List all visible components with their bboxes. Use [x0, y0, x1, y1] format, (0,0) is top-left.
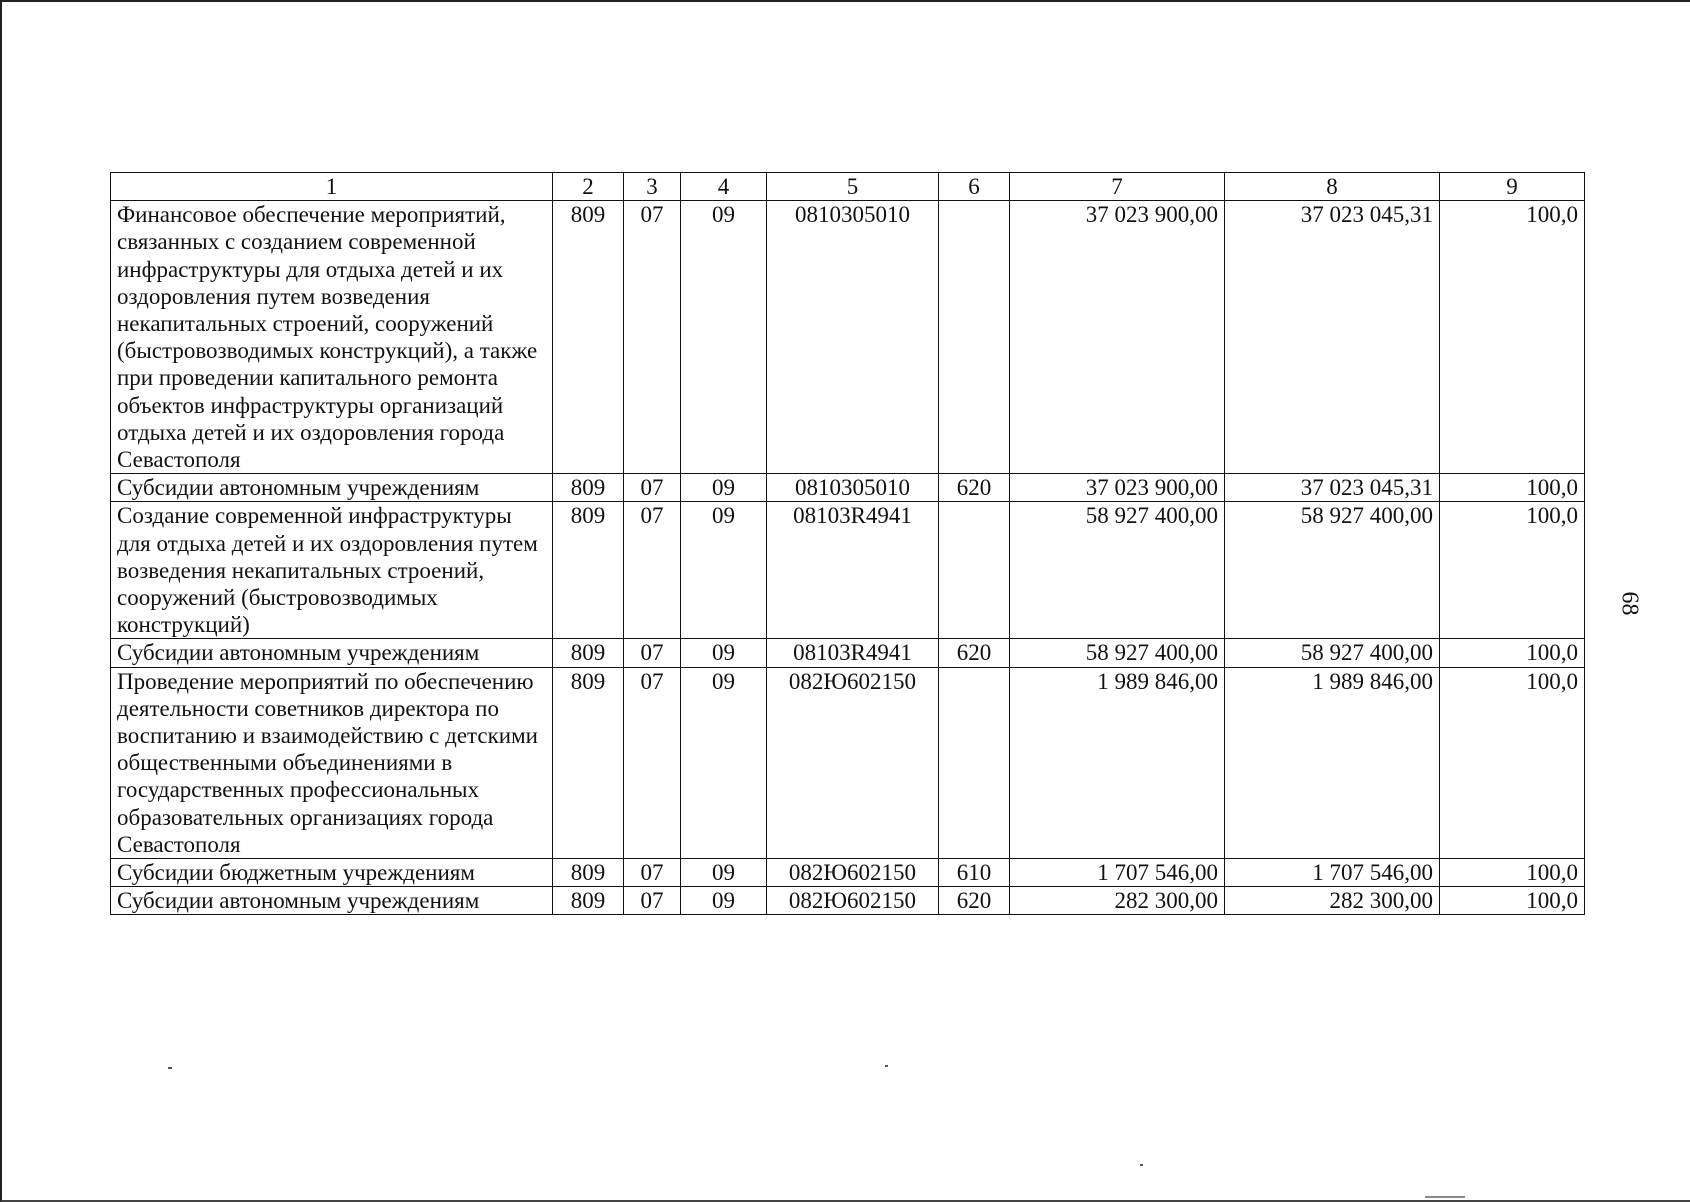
col-header-7: 7	[1010, 173, 1225, 201]
row-name: Субсидии автономным учреждениям	[111, 887, 553, 915]
row-c8: 37 023 045,31	[1225, 201, 1440, 474]
col-header-1: 1	[111, 173, 553, 201]
table-row	[111, 639, 1585, 667]
col-header-6: 6	[939, 173, 1010, 201]
row-c6: 620	[939, 474, 1010, 502]
row-c3: 07	[624, 502, 681, 639]
row-c9: 100,0	[1440, 201, 1585, 474]
row-name: Финансовое обеспечение мероприятий, связанных с созданием современной инфраструктуры для отдыха детей и их оздоровления путем возведения некапитальных строений, сооружений (быстровозводимых конструкций), а также при проведении капитального ремонта объектов инфраструктуры организаций отдыха детей и их оздоровления города Севастополя	[111, 201, 553, 474]
row-name: Субсидии автономным учреждениям	[111, 639, 553, 667]
row-c8: 58 927 400,00	[1225, 502, 1440, 639]
row-c6	[939, 201, 1010, 474]
row-c7: 58 927 400,00	[1010, 502, 1225, 639]
row-c4: 09	[681, 859, 767, 887]
table-row	[111, 502, 1585, 639]
row-c5: 08103R4941	[767, 639, 939, 667]
header-row	[111, 173, 1585, 201]
col-header-2: 2	[553, 173, 624, 201]
row-c5: 082Ю602150	[767, 887, 939, 915]
row-c5: 08103R4941	[767, 502, 939, 639]
row-c3: 07	[624, 201, 681, 474]
row-c8: 1 707 546,00	[1225, 859, 1440, 887]
row-c3: 07	[624, 667, 681, 858]
row-c4: 09	[681, 201, 767, 474]
row-c7: 1 989 846,00	[1010, 667, 1225, 858]
row-c4: 09	[681, 502, 767, 639]
row-c9: 100,0	[1440, 887, 1585, 915]
row-c8: 37 023 045,31	[1225, 474, 1440, 502]
row-c6: 620	[939, 887, 1010, 915]
table-row	[111, 667, 1585, 858]
row-c9: 100,0	[1440, 859, 1585, 887]
scan-speck	[168, 1067, 172, 1069]
row-c7: 1 707 546,00	[1010, 859, 1225, 887]
row-name: Создание современной инфраструктуры для отдыха детей и их оздоровления путем возведения некапитальных строений, сооружений (быстровозводимых конструкций)	[111, 502, 553, 639]
row-name: Субсидии автономным учреждениям	[111, 474, 553, 502]
col-header-3: 3	[624, 173, 681, 201]
row-c7: 58 927 400,00	[1010, 639, 1225, 667]
row-c6	[939, 502, 1010, 639]
row-c3: 07	[624, 859, 681, 887]
row-c4: 09	[681, 474, 767, 502]
table-row	[111, 201, 1585, 474]
col-header-8: 8	[1225, 173, 1440, 201]
row-c2: 809	[553, 667, 624, 858]
row-c9: 100,0	[1440, 667, 1585, 858]
row-c6	[939, 667, 1010, 858]
row-c6: 610	[939, 859, 1010, 887]
row-c7: 37 023 900,00	[1010, 474, 1225, 502]
row-name: Субсидии бюджетным учреждениям	[111, 859, 553, 887]
row-c3: 07	[624, 887, 681, 915]
scan-speck	[1425, 1196, 1465, 1198]
col-header-5: 5	[767, 173, 939, 201]
row-c9: 100,0	[1440, 639, 1585, 667]
scan-speck	[885, 1065, 888, 1067]
budget-table	[110, 172, 1585, 915]
row-c2: 809	[553, 859, 624, 887]
page-number: 68	[1616, 591, 1643, 616]
table-row	[111, 887, 1585, 915]
row-c5: 0810305010	[767, 474, 939, 502]
row-c2: 809	[553, 502, 624, 639]
row-c5: 082Ю602150	[767, 859, 939, 887]
row-name: Проведение мероприятий по обеспечению деятельности советников директора по воспитанию и взаимодействию с детскими общественными объединениями в государственных профессиональных образовательных организациях города Севастополя	[111, 667, 553, 858]
row-c5: 0810305010	[767, 201, 939, 474]
row-c8: 282 300,00	[1225, 887, 1440, 915]
row-c4: 09	[681, 667, 767, 858]
row-c2: 809	[553, 639, 624, 667]
row-c4: 09	[681, 887, 767, 915]
col-header-4: 4	[681, 173, 767, 201]
row-c9: 100,0	[1440, 502, 1585, 639]
row-c8: 58 927 400,00	[1225, 639, 1440, 667]
row-c6: 620	[939, 639, 1010, 667]
col-header-9: 9	[1440, 173, 1585, 201]
table-row	[111, 474, 1585, 502]
row-c5: 082Ю602150	[767, 667, 939, 858]
row-c2: 809	[553, 474, 624, 502]
row-c3: 07	[624, 474, 681, 502]
row-c2: 809	[553, 887, 624, 915]
row-c7: 282 300,00	[1010, 887, 1225, 915]
row-c9: 100,0	[1440, 474, 1585, 502]
row-c3: 07	[624, 639, 681, 667]
row-c7: 37 023 900,00	[1010, 201, 1225, 474]
table-row	[111, 859, 1585, 887]
row-c8: 1 989 846,00	[1225, 667, 1440, 858]
scan-speck	[1140, 1164, 1143, 1166]
row-c2: 809	[553, 201, 624, 474]
row-c4: 09	[681, 639, 767, 667]
